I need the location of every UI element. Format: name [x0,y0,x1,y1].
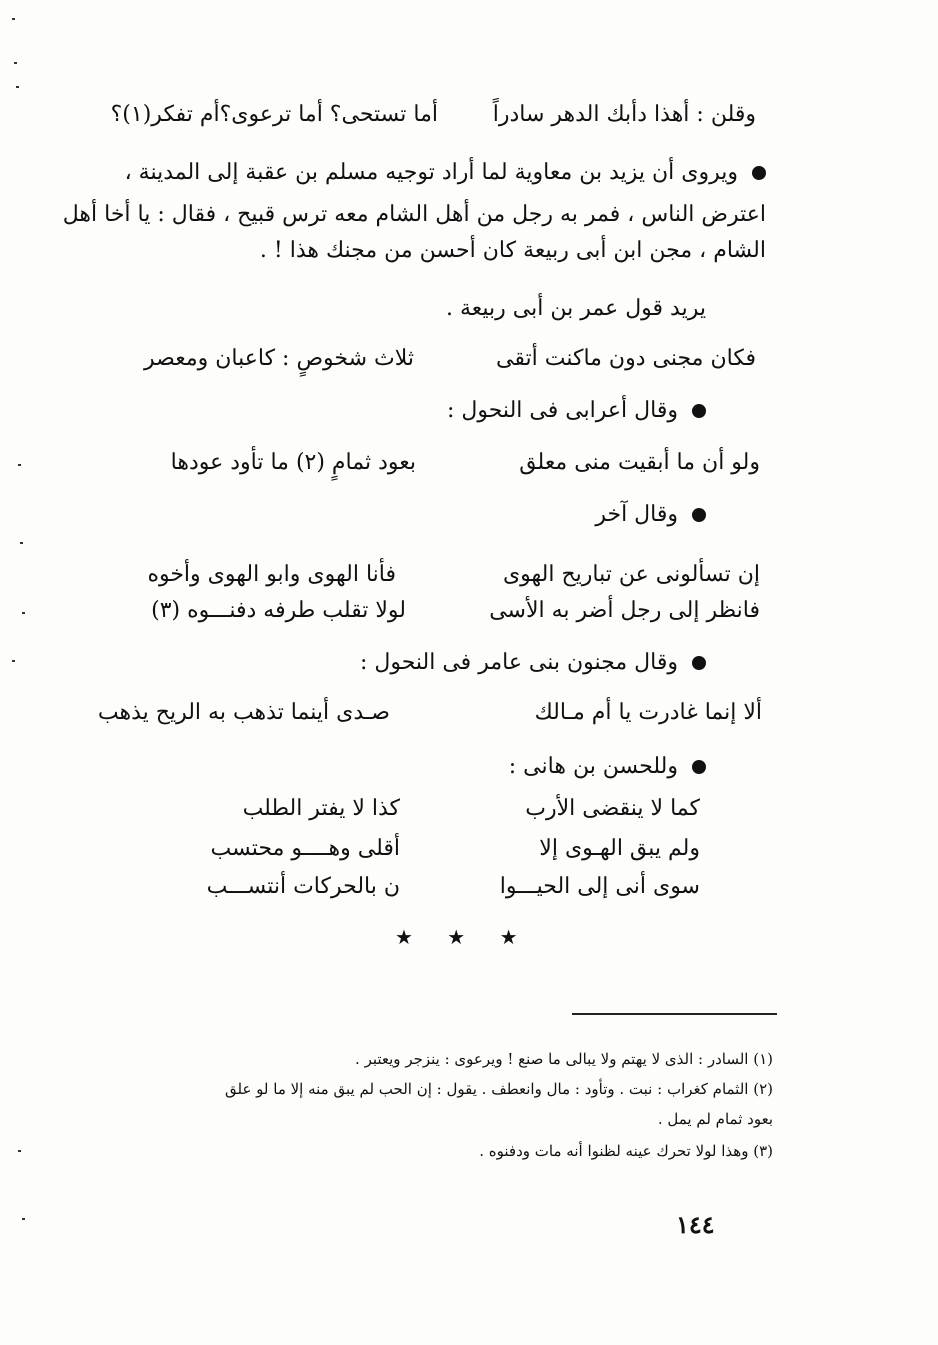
bullet-icon [692,404,706,418]
scan-speck [18,1150,21,1152]
verse-1-right-hemistich: وقلن : أهذا دأبك الدهر سادراً [492,102,756,127]
bullet-icon [692,656,706,670]
paragraph-1-line-3: الشام ، مجن ابن أبى ربيعة كان أحسن من مجنك هذا ! . [259,238,766,263]
paragraph-2: يريد قول عمر بن أبى ربيعة . [446,296,706,321]
verse-5-left-hemistich: لولا تقلب طرفه دفنـــوه (٣) [151,598,406,623]
scan-speck [16,86,19,88]
bullet-icon [692,760,706,774]
footnote-1: (١) السادر : الذى لا يهتم ولا يبالى ما صنع ! ويرعوى : ينزجر ويعتبر . [355,1050,773,1068]
verse-7-line-2-left: أقلى وهــــو محتسب [210,836,400,861]
paragraph-1-line-2: اعترض الناس ، فمر به رجل من أهل الشام معه ترس قبيح ، فقال : يا أخا أهل [62,202,766,227]
verse-3-left-hemistich: بعود ثمامٍ (٢) ما تأود عودها [170,450,416,475]
verse-6-right-hemistich: ألا إنما غادرت يا أم مـالك [534,700,762,725]
verse-2-left-hemistich: ثلاث شخوصٍ : كاعبان ومعصر [144,346,414,371]
verse-2-right-hemistich: فكان مجنى دون ماكنت أتقى [496,346,756,371]
paragraph-1-line-1: ويروى أن يزيد بن معاوية لما أراد توجيه مسلم بن عقبة إلى المدينة ، [106,158,766,188]
scan-speck [22,612,25,614]
verse-7-line-1-right: كما لا ينقضى الأرب [525,796,700,821]
scan-speck [22,1218,25,1220]
verse-3-right-hemistich: ولو أن ما أبقيت منى معلق [519,450,760,475]
section-divider-stars: ★ ★ ★ [395,925,532,949]
verse-4-right-hemistich: إن تسألونى عن تباريح الهوى [502,562,760,587]
intro-7: وللحسن بن هانى : [509,752,706,782]
scan-speck [20,542,23,544]
verse-6-left-hemistich: صـدى أينما تذهب به الريح يذهب [97,700,390,725]
intro-4: وقال آخر [595,500,706,530]
scan-speck [12,660,15,662]
footnote-2-continued: بعود ثمام لم يمل . [657,1110,773,1128]
scan-speck [18,464,21,466]
verse-4-left-hemistich: فأنا الهوى وابو الهوى وأخوه [147,562,396,587]
verse-1-left-hemistich: أما تستحى؟ أما ترعوى؟أم تفكر(١)؟ [110,102,438,127]
scan-speck [12,18,15,20]
intro-6: وقال مجنون بنى عامر فى النحول : [360,648,706,678]
verse-5-right-hemistich: فانظر إلى رجل أضر به الأسى [489,598,760,623]
verse-7-line-3-right: سوى أنى إلى الحيـــوا [499,874,700,899]
bullet-icon [752,166,766,180]
page-number: ١٤٤ [676,1210,715,1239]
verse-7-line-1-left: كذا لا يفتر الطلب [242,796,400,821]
footnote-3: (٣) وهذا لولا تحرك عينه لظنوا أنه مات ودفنوه . [479,1142,773,1160]
footnote-rule [572,1013,777,1015]
footnote-2: (٢) الثمام كغراب : نبت . وتأود : مال وانعطف . يقول : إن الحب لم يبق منه إلا ما لو علق [224,1080,773,1098]
verse-7-line-2-right: ولم يبق الهـوى إلا [539,836,700,861]
verse-7-line-3-left: ن بالحركات أنتســـب [206,874,400,899]
bullet-icon [692,508,706,522]
intro-3: وقال أعرابى فى النحول : [447,396,706,426]
scan-speck [14,62,17,64]
